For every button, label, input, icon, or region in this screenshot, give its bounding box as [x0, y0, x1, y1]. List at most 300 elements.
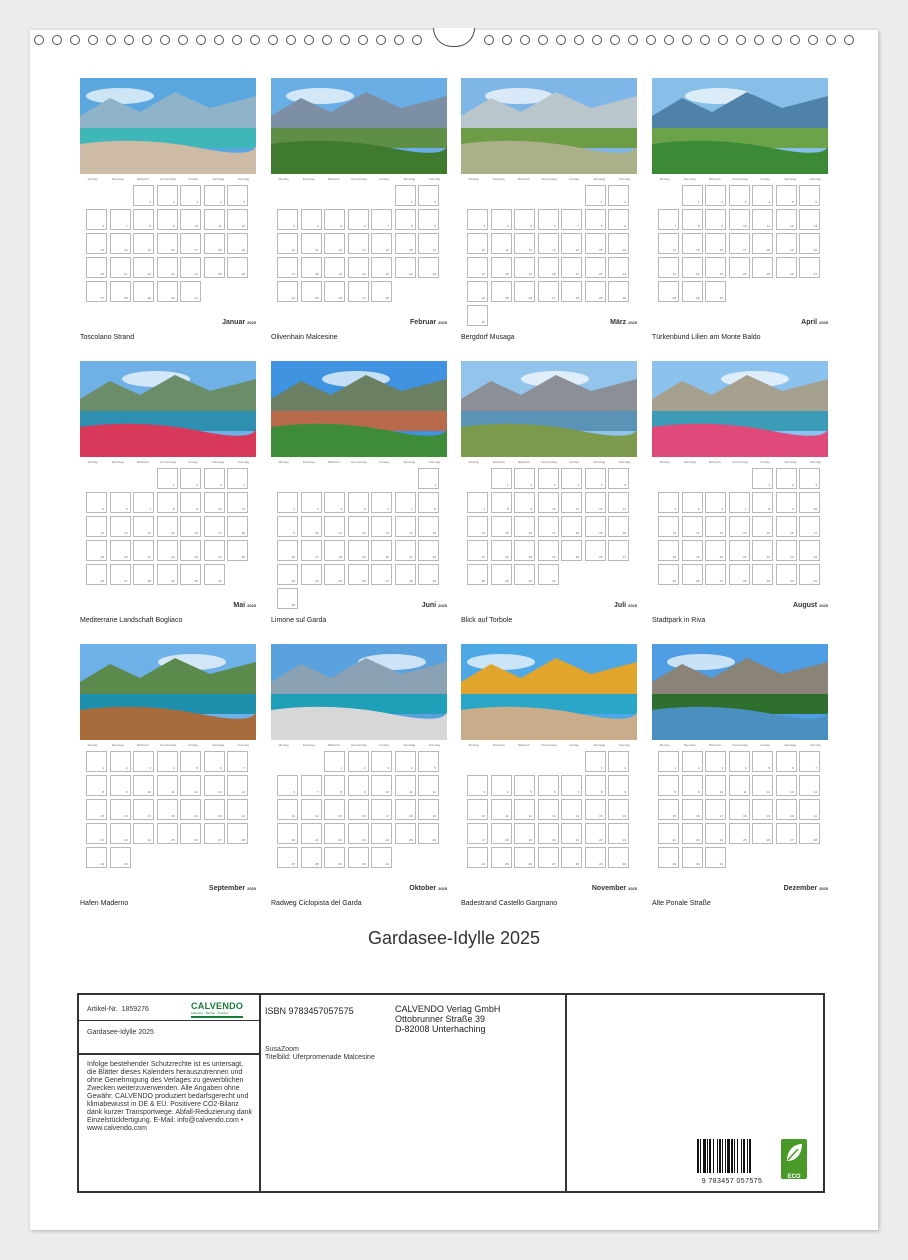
day-number: 22 — [505, 555, 509, 559]
day-cell — [705, 775, 726, 796]
day-number: 5 — [600, 483, 603, 487]
day-cell — [227, 233, 248, 254]
day-number: 22 — [100, 838, 104, 842]
day-cell — [227, 468, 248, 489]
day-cell — [491, 847, 512, 868]
day-cell — [658, 823, 679, 844]
day-number: 19 — [194, 814, 198, 818]
day-cell — [180, 564, 201, 585]
day-cell — [799, 233, 820, 254]
day-number: 10 — [194, 224, 198, 228]
day-cell — [561, 799, 582, 820]
day-cell — [324, 233, 345, 254]
day-cell — [467, 564, 488, 585]
weekday-label: Dienstag — [683, 177, 696, 181]
day-cell — [277, 588, 298, 609]
day-number: 2 — [697, 766, 700, 770]
weekday-label: Sonntag — [809, 743, 821, 747]
ring-hole — [106, 35, 116, 45]
calendar-title: Gardasee-Idylle 2025 — [367, 928, 541, 948]
day-cell — [538, 468, 559, 489]
weekday-label: Donnerstag — [160, 743, 176, 747]
weekday-label: Mittwoch — [708, 743, 721, 747]
day-cell — [658, 540, 679, 561]
day-cell — [227, 540, 248, 561]
day-cell — [395, 209, 416, 230]
day-cell — [371, 281, 392, 302]
day-cell — [277, 281, 298, 302]
legal-notice: Infolge bestehender Schutzrechte ist es untersagt, die Blätter dieses Kalenders herauszutrennen und ohne Genehmigung des Verlages zu gewerblichen Zwecken weiterzuverwenden. Alle Angaben ohne Gewähr. CALVENDO produziert bedarfsgerecht und klimabewusst in DE & EU. Positivere CO2-Bilanz dank kurzer Transportwege. Abfall-Reduzierung dank Einzelstückfertigung. E-Mail: info@calvendo.com • www.calvendo.com — [87, 1061, 252, 1132]
day-cell — [682, 847, 703, 868]
weekday-label: Mittwoch — [327, 460, 340, 464]
day-cell — [799, 799, 820, 820]
empty-day-slot — [348, 468, 369, 489]
day-cell — [491, 468, 512, 489]
day-number: 19 — [790, 248, 794, 252]
day-number: 28 — [743, 579, 747, 583]
weekday-label: Donnerstag — [732, 743, 748, 747]
ring-hole — [664, 35, 674, 45]
empty-day-slot — [324, 185, 345, 206]
day-cell — [110, 775, 131, 796]
day-number: 3 — [553, 483, 556, 487]
weekday-label: Freitag — [569, 743, 579, 747]
ring-hole — [358, 35, 368, 45]
empty-day-slot — [514, 751, 535, 772]
brand-tagline: Kalender · Bücher · Puzzles — [191, 1011, 229, 1015]
day-cell — [776, 185, 797, 206]
day-number: 5 — [530, 224, 532, 228]
day-number: 5 — [697, 507, 700, 511]
day-cell — [395, 233, 416, 254]
photo-caption: Mediterrane Landschaft Bogliaco — [80, 617, 183, 624]
day-number: 31 — [719, 862, 723, 866]
month-photo — [461, 361, 637, 457]
day-cell — [277, 516, 298, 537]
empty-day-slot — [133, 468, 154, 489]
day-cell — [204, 468, 225, 489]
day-cell — [371, 799, 392, 820]
day-cell — [110, 516, 131, 537]
day-number: 1 — [340, 766, 342, 770]
day-cell — [585, 775, 606, 796]
day-number: 7 — [744, 507, 747, 511]
day-number: 12 — [696, 531, 700, 535]
day-number: 5 — [530, 790, 532, 794]
day-number: 7 — [577, 224, 579, 228]
day-cell — [180, 751, 201, 772]
author-name: SusaZoom — [265, 1046, 299, 1053]
day-number: 12 — [194, 790, 198, 794]
day-cell — [110, 799, 131, 820]
day-cell — [705, 799, 726, 820]
day-number: 26 — [338, 296, 342, 300]
weekday-label: Montag — [468, 177, 479, 181]
day-number: 14 — [147, 531, 151, 535]
day-number: 2 — [434, 200, 436, 204]
day-cell — [371, 516, 392, 537]
day-number: 14 — [481, 531, 485, 535]
day-cell — [561, 233, 582, 254]
day-cell — [608, 540, 629, 561]
day-number: 24 — [743, 272, 747, 276]
day-cell — [608, 209, 629, 230]
weekday-label: Mittwoch — [136, 743, 149, 747]
day-cell — [133, 209, 154, 230]
day-number: 25 — [766, 272, 770, 276]
day-cell — [157, 516, 178, 537]
day-number: 2 — [624, 766, 626, 770]
day-number: 17 — [315, 555, 319, 559]
day-number: 6 — [387, 507, 389, 511]
empty-day-slot — [658, 185, 679, 206]
day-number: 1 — [410, 200, 413, 204]
day-cell — [682, 823, 703, 844]
day-cell — [180, 540, 201, 561]
article-number — [87, 1006, 149, 1014]
ring-hole — [628, 35, 638, 45]
day-cell — [538, 799, 559, 820]
day-number: 29 — [599, 862, 603, 866]
day-number: 12 — [790, 224, 794, 228]
day-number: 1 — [149, 200, 151, 204]
day-cell — [491, 492, 512, 513]
day-grid — [658, 468, 828, 585]
brand-underline — [191, 1016, 243, 1018]
day-cell — [371, 257, 392, 278]
day-number: 20 — [124, 555, 128, 559]
day-number: 31 — [194, 296, 198, 300]
day-cell — [682, 540, 703, 561]
day-cell — [491, 281, 512, 302]
day-cell — [729, 516, 750, 537]
day-number: 22 — [432, 555, 436, 559]
day-number: 25 — [505, 296, 509, 300]
day-cell — [157, 281, 178, 302]
empty-day-slot — [86, 185, 107, 206]
empty-day-slot — [301, 468, 322, 489]
brand-name: CALVENDO — [191, 1001, 244, 1011]
ring-hole — [322, 35, 332, 45]
day-number: 31 — [813, 579, 817, 583]
month-year: 2025 — [247, 320, 256, 325]
day-cell — [608, 257, 629, 278]
day-cell — [204, 516, 225, 537]
day-number: 9 — [125, 790, 128, 794]
day-cell — [227, 516, 248, 537]
day-cell — [729, 492, 750, 513]
day-cell — [682, 233, 703, 254]
ring-hole — [304, 35, 314, 45]
day-number: 26 — [766, 838, 770, 842]
day-cell — [682, 281, 703, 302]
day-cell — [110, 257, 131, 278]
month-photo — [80, 361, 256, 457]
day-cell — [418, 233, 439, 254]
day-cell — [418, 751, 439, 772]
day-cell — [776, 564, 797, 585]
day-number: 22 — [147, 272, 151, 276]
day-number: 8 — [697, 224, 700, 228]
day-grid — [467, 468, 637, 585]
weekday-label: Freitag — [760, 177, 770, 181]
day-number: 30 — [528, 579, 532, 583]
photo-caption: Radweg Ciclopista del Garda — [271, 900, 362, 907]
day-cell — [86, 516, 107, 537]
divider — [79, 1020, 259, 1021]
day-number: 21 — [575, 272, 579, 276]
day-number: 20 — [385, 555, 389, 559]
day-number: 8 — [149, 224, 151, 228]
empty-day-slot — [324, 468, 345, 489]
day-grid — [277, 751, 447, 868]
weekday-label: Samstag — [403, 743, 416, 747]
weekday-label: Donnerstag — [541, 743, 557, 747]
day-cell — [133, 233, 154, 254]
day-number: 23 — [124, 838, 128, 842]
day-cell — [799, 257, 820, 278]
month-name-text: Juni — [421, 602, 437, 609]
day-cell — [514, 540, 535, 561]
day-cell — [682, 564, 703, 585]
day-number: 14 — [813, 790, 817, 794]
month-year: 2025 — [628, 320, 637, 325]
day-number: 6 — [363, 224, 366, 228]
day-number: 18 — [171, 814, 175, 818]
day-number: 24 — [315, 579, 319, 583]
day-number: 11 — [766, 224, 770, 228]
day-number: 5 — [340, 224, 342, 228]
day-number: 14 — [575, 248, 579, 252]
day-cell — [608, 847, 629, 868]
day-number: 11 — [409, 790, 413, 794]
day-cell — [776, 468, 797, 489]
day-cell — [324, 799, 345, 820]
day-cell — [133, 257, 154, 278]
day-number: 4 — [243, 483, 245, 487]
day-cell — [227, 185, 248, 206]
day-number: 1 — [434, 483, 436, 487]
day-cell — [227, 257, 248, 278]
day-cell — [204, 564, 225, 585]
day-cell — [538, 281, 559, 302]
month-name-text: Februar — [410, 319, 437, 326]
weekday-label: Samstag — [212, 743, 225, 747]
day-cell — [395, 823, 416, 844]
day-cell — [180, 775, 201, 796]
day-number: 11 — [218, 224, 222, 228]
day-number: 7 — [674, 224, 676, 228]
day-number: 17 — [481, 272, 485, 276]
day-number: 3 — [316, 507, 319, 511]
day-number: 17 — [147, 814, 151, 818]
day-number: 31 — [481, 320, 485, 324]
ring-hole — [142, 35, 152, 45]
ring-hole — [376, 35, 386, 45]
day-number: 20 — [552, 272, 556, 276]
day-number: 11 — [743, 790, 747, 794]
day-cell — [561, 775, 582, 796]
day-cell — [538, 492, 559, 513]
month-2 — [461, 78, 637, 341]
empty-day-slot — [682, 468, 703, 489]
day-number: 1 — [506, 483, 509, 487]
day-number: 5 — [102, 507, 104, 511]
day-number: 8 — [102, 790, 104, 794]
day-number: 20 — [719, 555, 723, 559]
day-number: 9 — [363, 790, 366, 794]
day-cell — [395, 799, 416, 820]
weekday-label: Mittwoch — [327, 177, 340, 181]
day-cell — [729, 775, 750, 796]
day-cell — [86, 564, 107, 585]
day-cell — [204, 492, 225, 513]
day-number: 15 — [505, 531, 509, 535]
day-cell — [180, 516, 201, 537]
day-number: 17 — [385, 814, 389, 818]
day-cell — [348, 751, 369, 772]
day-number: 10 — [813, 507, 817, 511]
day-number: 16 — [622, 814, 626, 818]
day-number: 28 — [385, 296, 389, 300]
day-cell — [227, 751, 248, 772]
day-number: 12 — [766, 790, 770, 794]
month-photo — [271, 361, 447, 457]
weekday-label: Montag — [87, 460, 98, 464]
ring-hole — [214, 35, 224, 45]
day-number: 23 — [696, 838, 700, 842]
day-number: 27 — [124, 579, 128, 583]
day-cell — [371, 775, 392, 796]
day-cell — [86, 209, 107, 230]
day-number: 8 — [410, 224, 413, 228]
day-cell — [371, 233, 392, 254]
day-number: 22 — [599, 272, 603, 276]
day-cell — [301, 823, 322, 844]
day-cell — [371, 209, 392, 230]
day-number: 18 — [672, 555, 676, 559]
day-cell — [86, 799, 107, 820]
day-cell — [682, 257, 703, 278]
day-cell — [86, 281, 107, 302]
day-number: 10 — [385, 790, 389, 794]
day-number: 8 — [172, 507, 175, 511]
day-number: 17 — [481, 838, 485, 842]
day-grid — [86, 468, 256, 585]
month-photo — [271, 78, 447, 174]
day-cell — [705, 751, 726, 772]
day-cell — [348, 564, 369, 585]
weekday-header — [271, 743, 447, 749]
day-cell — [157, 823, 178, 844]
day-cell — [608, 516, 629, 537]
day-number: 24 — [481, 296, 485, 300]
day-cell — [133, 540, 154, 561]
weekday-label: Dienstag — [492, 460, 505, 464]
weekday-label: Dienstag — [111, 743, 124, 747]
day-cell — [658, 257, 679, 278]
day-number: 19 — [362, 555, 366, 559]
day-cell — [585, 257, 606, 278]
day-number: 28 — [672, 296, 676, 300]
day-number: 16 — [622, 248, 626, 252]
ring-hole — [70, 35, 80, 45]
empty-day-slot — [729, 468, 750, 489]
day-cell — [705, 540, 726, 561]
day-cell — [585, 492, 606, 513]
day-cell — [301, 775, 322, 796]
day-cell — [608, 775, 629, 796]
day-cell — [277, 799, 298, 820]
day-cell — [204, 751, 225, 772]
day-cell — [705, 209, 726, 230]
ring-hole — [250, 35, 260, 45]
day-number: 27 — [622, 555, 626, 559]
day-number: 30 — [362, 862, 366, 866]
day-cell — [180, 233, 201, 254]
day-number: 24 — [291, 296, 295, 300]
ring-hole — [682, 35, 692, 45]
day-number: 7 — [387, 224, 389, 228]
weekday-label: Freitag — [379, 460, 389, 464]
month-name — [410, 319, 447, 326]
day-cell — [371, 847, 392, 868]
day-cell — [658, 492, 679, 513]
day-number: 14 — [385, 248, 389, 252]
day-number: 30 — [719, 296, 723, 300]
month-year: 2025 — [819, 886, 828, 891]
ring-hole — [646, 35, 656, 45]
day-cell — [776, 799, 797, 820]
day-cell — [467, 823, 488, 844]
day-cell — [776, 233, 797, 254]
day-cell — [301, 540, 322, 561]
ring-hole — [844, 35, 854, 45]
day-number: 3 — [196, 200, 198, 204]
day-number: 19 — [100, 555, 104, 559]
day-number: 13 — [552, 814, 556, 818]
day-cell — [133, 775, 154, 796]
day-cell — [585, 233, 606, 254]
day-cell — [705, 492, 726, 513]
day-number: 11 — [575, 507, 579, 511]
day-cell — [418, 823, 439, 844]
day-number: 12 — [241, 224, 245, 228]
product-title: Gardasee-Idylle 2025 — [87, 1029, 154, 1036]
day-cell — [729, 799, 750, 820]
weekday-label: Donnerstag — [732, 177, 748, 181]
day-number: 14 — [124, 248, 128, 252]
day-number: 27 — [385, 579, 389, 583]
day-number: 3 — [483, 224, 485, 228]
day-cell — [348, 775, 369, 796]
month-name-text: August — [792, 602, 818, 609]
day-cell — [491, 209, 512, 230]
day-number: 26 — [528, 296, 532, 300]
day-number: 22 — [338, 838, 342, 842]
day-number: 9 — [791, 507, 794, 511]
weekday-label: Montag — [468, 743, 479, 747]
day-number: 17 — [552, 531, 556, 535]
day-number: 19 — [528, 838, 532, 842]
day-cell — [467, 516, 488, 537]
day-cell — [799, 775, 820, 796]
month-year: 2025 — [438, 320, 447, 325]
day-cell — [324, 823, 345, 844]
day-cell — [776, 209, 797, 230]
day-cell — [467, 799, 488, 820]
weekday-label: Sonntag — [428, 177, 440, 181]
